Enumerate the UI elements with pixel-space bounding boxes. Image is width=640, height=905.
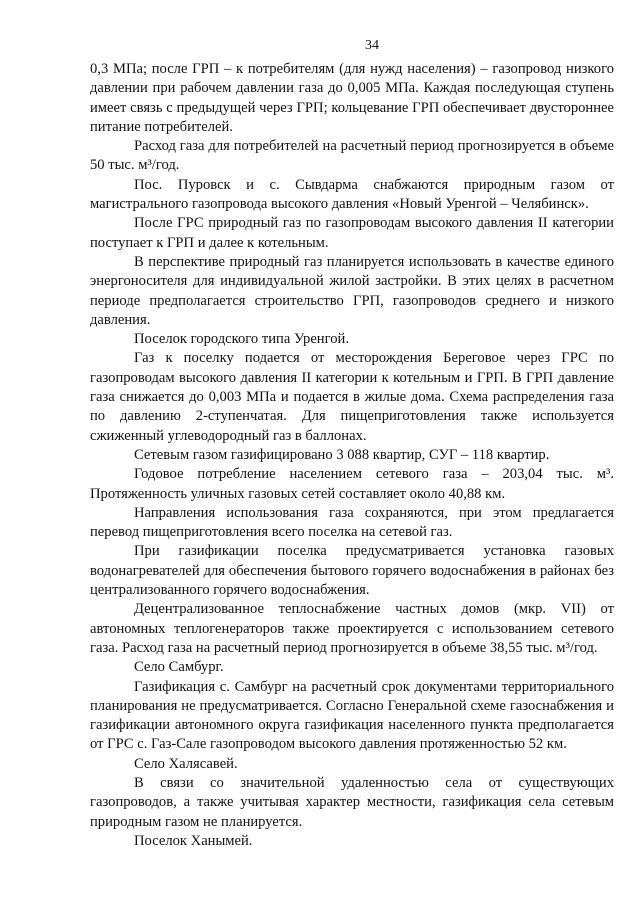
page-number: 34	[365, 38, 379, 53]
paragraph: В связи со значительной удаленностью села от существующих газопроводов, а также учитывая характер местности, газификация села сетевым природным газом не планируется.	[90, 774, 614, 830]
paragraph: При газификации поселка предусматривается установка газовых водонагревателей для обеспечения бытового горячего водоснабжения в районах без централизованного горячего водоснабжения.	[90, 543, 614, 599]
paragraph: Пос. Пуровск и с. Сывдарма снабжаются природным газом от магистрального газопровода высокого давления «Новый Уренгой – Челябинск».	[90, 176, 614, 213]
paragraph: Газификация с. Самбург на расчетный срок документами территориального планирования не предусматривается. Согласно Генеральной схеме газоснабжения и газификации автономного округа газификация населенного пункта предполагается от ГРС с. Газ-Сале газопроводом высокого давления протяженностью 52 км.	[90, 678, 614, 753]
paragraph: Село Халясавей.	[134, 755, 238, 772]
paragraph: Поселок городского типа Уренгой.	[134, 331, 349, 348]
paragraph: В перспективе природный газ планируется использовать в качестве единого энергоносителя для индивидуальной жилой застройки. В этих целях в расчетном периоде предполагается строительство ГРП, газопроводов среднего и низкого давления.	[90, 253, 614, 328]
paragraph: Годовое потребление населением сетевого газа – 203,04 тыс. м³. Протяженность уличных газовых сетей составляет около 40,88 км.	[90, 466, 614, 502]
paragraph: Сетевым газом газифицировано 3 088 квартир, СУГ – 118 квартир.	[134, 446, 550, 463]
paragraph: Децентрализованное теплоснабжение частных домов (мкр. VII) от автономных теплогенераторов также проектируется с использованием сетевого газа. Расход газа на расчетный период прогнозируется в объеме 38,55 тыс. м³/год.	[90, 601, 614, 656]
paragraph: Поселок Ханымей.	[134, 832, 253, 849]
paragraph: 0,3 МПа; после ГРП – к потребителям (для нужд населения) – газопровод низкого давлении при рабочем давлении газа до 0,005 МПа. Каждая последующая ступень имеет связь с предыдущей через ГРП; кольцевание ГРП обеспечивает двустороннее питание потребителей.	[90, 61, 614, 135]
paragraph: Село Самбург.	[134, 659, 224, 676]
paragraph: После ГРС природный газ по газопроводам высокого давления II категории поступает к ГРП и далее к котельным.	[90, 215, 614, 251]
paragraph: Направления использования газа сохраняются, при этом предлагается перевод пищеприготовления всего поселка на сетевой газ.	[90, 504, 614, 541]
paragraph: Расход газа для потребителей на расчетный период прогнозируется в объеме 50 тыс. м³/год.	[90, 138, 614, 174]
paragraph: Газ к поселку подается от месторождения Береговое через ГРС по газопроводам высокого давления II категории к котельным и ГРП. В ГРП давление газа снижается до 0,003 МПа и подается в жилые дома. Схема распределения газа по давлению 2-ступенчатая. Для пищеприготовления также используется сжиженный углеводородный газ в баллонах.	[90, 350, 614, 444]
document-body	[90, 60, 614, 851]
